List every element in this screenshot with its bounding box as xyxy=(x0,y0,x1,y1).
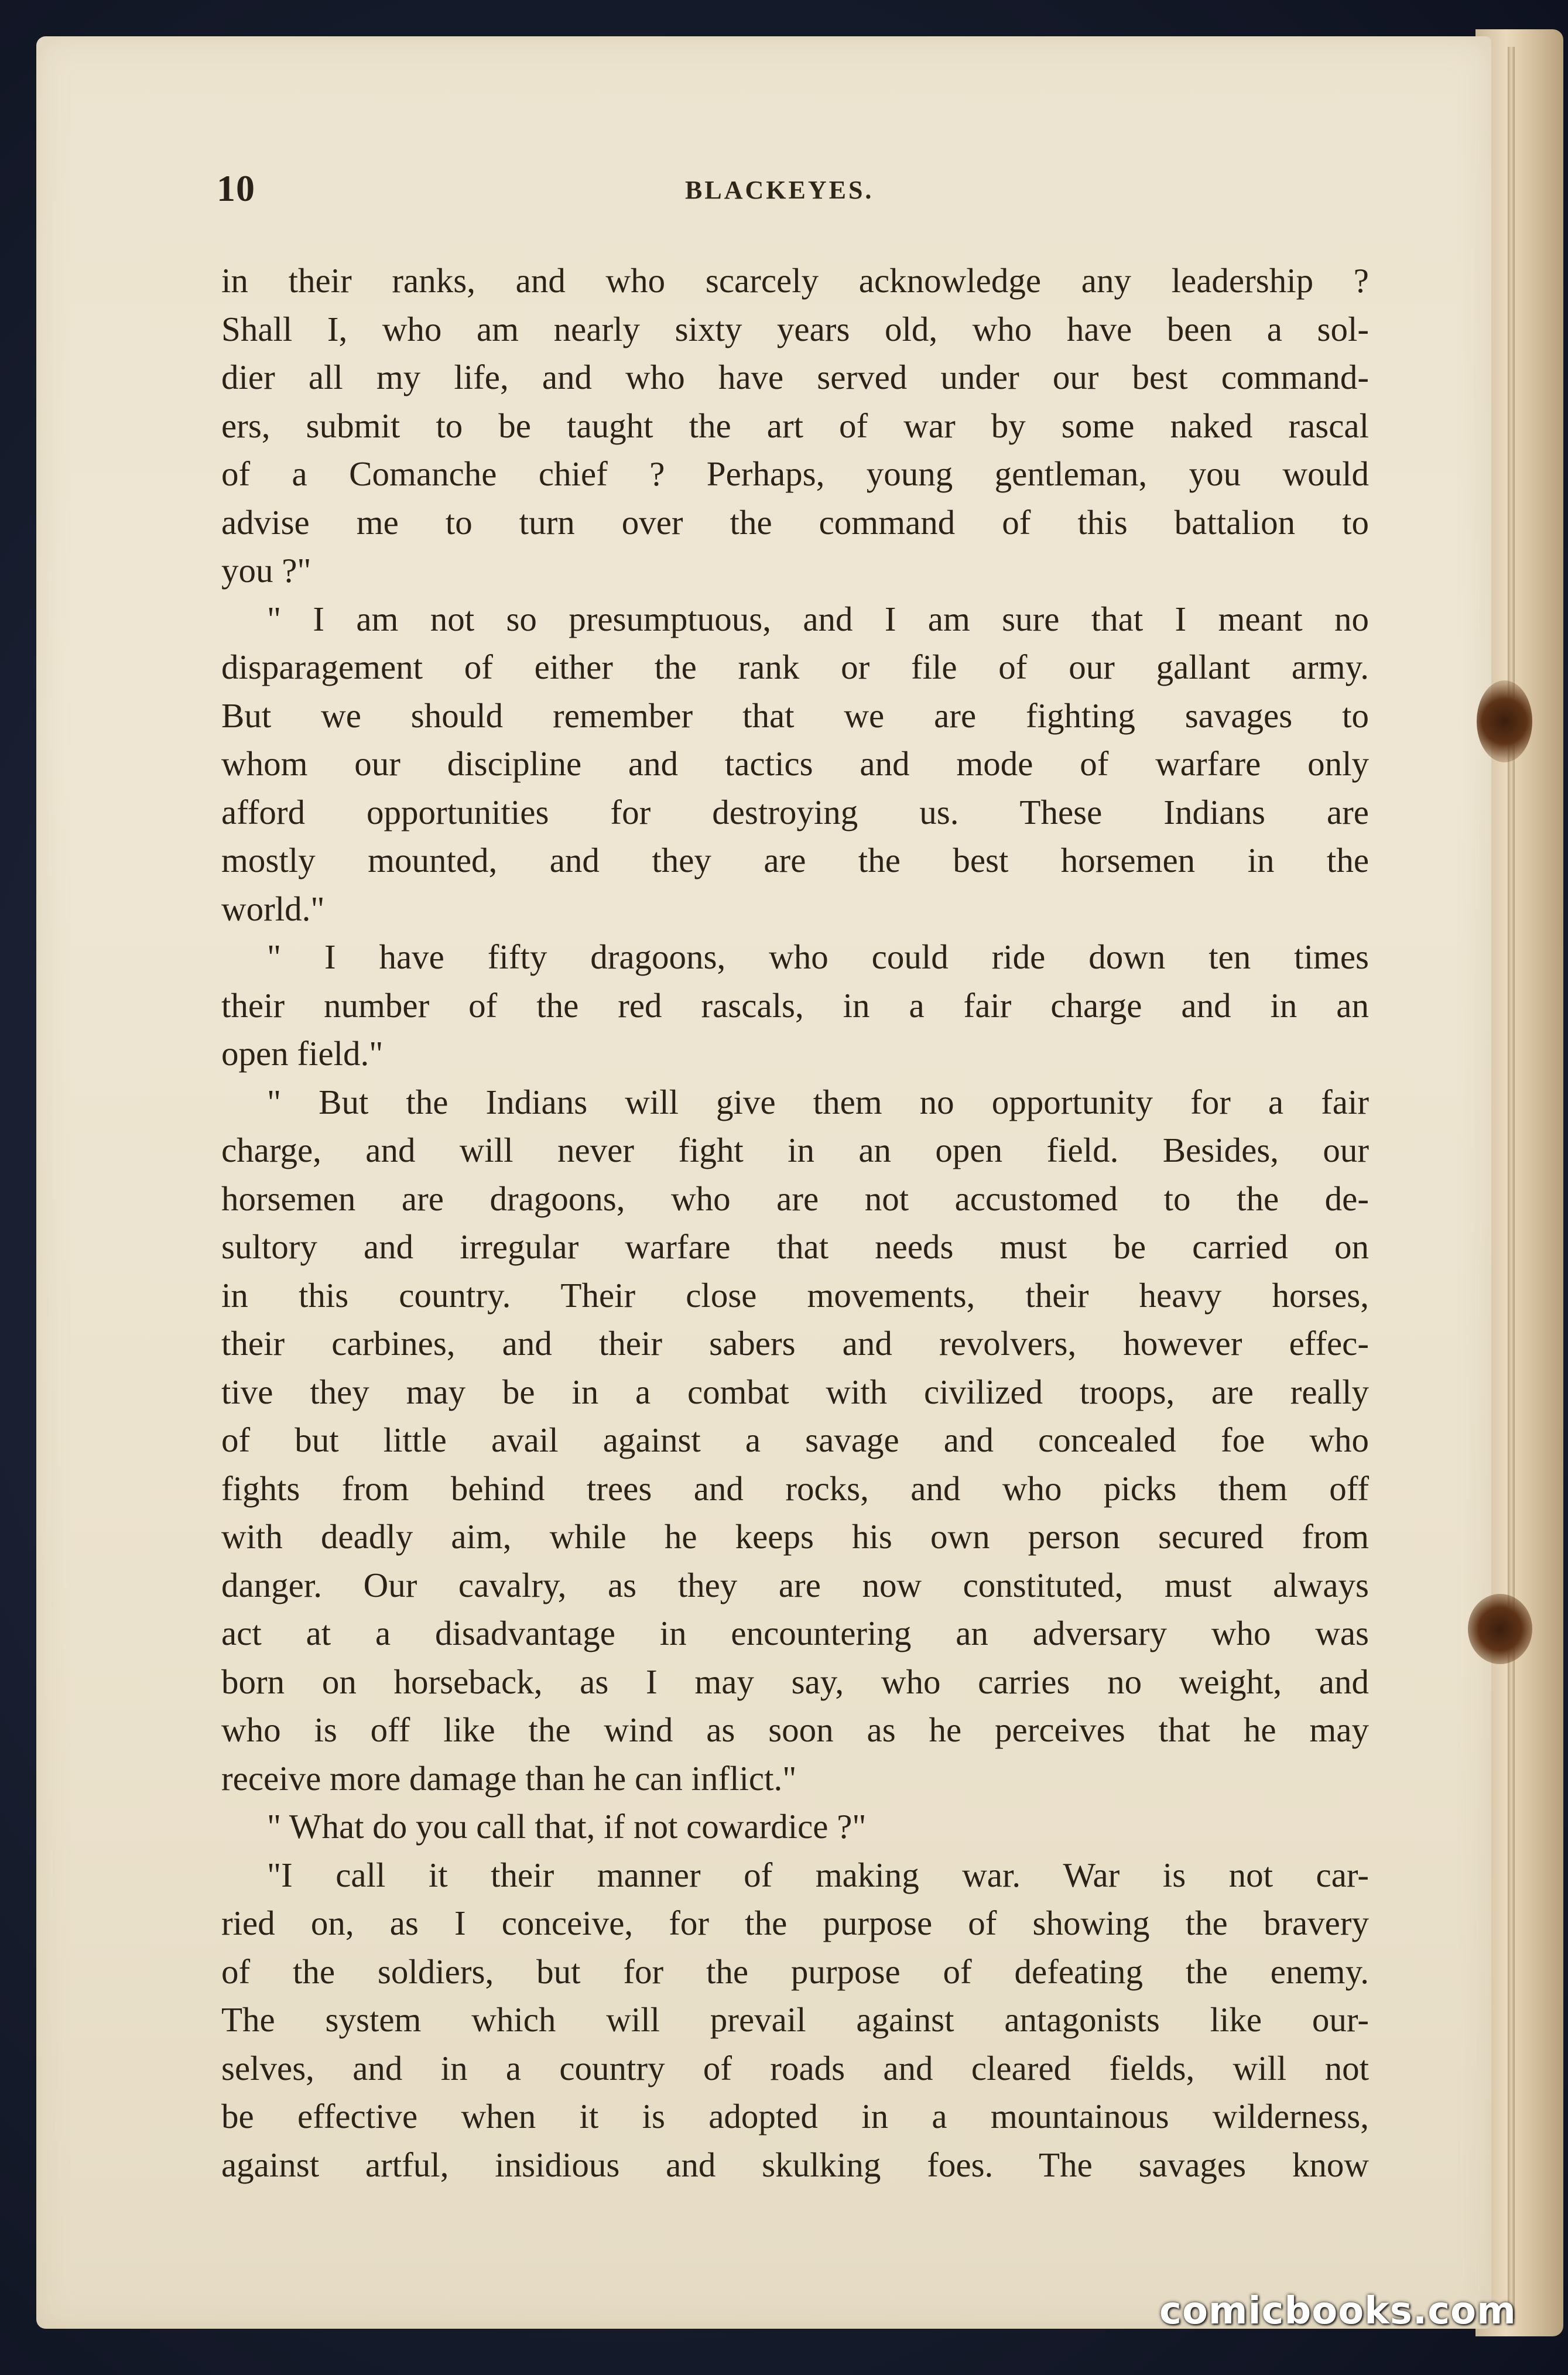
text-line: The system which will prevail against antagonists like our- xyxy=(221,2000,1369,2039)
body-text xyxy=(221,256,1369,2189)
text-line: advise me to turn over the command of this battalion to xyxy=(221,502,1369,542)
text-line: be effective when it is adopted in a mountainous wilderness, xyxy=(221,2097,1369,2136)
text-line: whom our discipline and tactics and mode of warfare only xyxy=(221,744,1369,783)
text-line: disparagement of either the rank or file of our gallant army. xyxy=(221,648,1369,686)
text-line: " What do you call that, if not cowardice ?" xyxy=(267,1807,867,1846)
text-line: open field." xyxy=(221,1034,384,1073)
page-header xyxy=(217,167,1364,214)
text-line: charge, and will never fight in an open field. Besides, our xyxy=(221,1131,1369,1169)
text-line: of but little avail against a savage and concealed foe who xyxy=(221,1421,1369,1459)
text-line: who is off like the wind as soon as he perceives that he may xyxy=(221,1710,1369,1749)
text-line: tive they may be in a combat with civilized troops, are really xyxy=(221,1372,1369,1411)
page-number: 10 xyxy=(217,167,255,209)
running-head: BLACKEYES. xyxy=(685,176,874,204)
text-line: their carbines, and their sabers and revolvers, however effec- xyxy=(221,1324,1369,1363)
text-line: in this country. Their close movements, their heavy horses, xyxy=(221,1275,1369,1315)
text-line: " I am not so presumptuous, and I am sure that I meant no xyxy=(267,599,1369,638)
text-line: Shall I, who am nearly sixty years old, who have been a sol- xyxy=(221,309,1369,348)
text-line: selves, and in a country of roads and cleared fields, will not xyxy=(221,2048,1369,2087)
text-line: danger. Our cavalry, as they are now constituted, must always xyxy=(221,1565,1369,1604)
text-line: ried on, as I conceive, for the purpose of showing the bravery xyxy=(221,1904,1369,1942)
text-line: in their ranks, and who scarcely acknowledge any leadership ? xyxy=(221,261,1369,300)
text-line: receive more damage than he can inflict." xyxy=(221,1758,797,1798)
stain-mark-upper xyxy=(1477,680,1532,762)
text-line: horsemen are dragoons, who are not accustomed to the de- xyxy=(221,1179,1369,1218)
text-line: afford opportunities for destroying us. These Indians are xyxy=(221,792,1369,831)
text-line: you ?" xyxy=(221,551,311,590)
text-line: their number of the red rascals, in a fair charge and in an xyxy=(221,985,1369,1025)
text-line: dier all my life, and who have served under our best command- xyxy=(221,358,1369,396)
text-line: of the soldiers, but for the purpose of defeating the enemy. xyxy=(221,1952,1369,1991)
text-line: against artful, insidious and skulking foes. The savages know xyxy=(221,2145,1369,2184)
text-line: born on horseback, as I may say, who carries no weight, and xyxy=(221,1662,1369,1701)
text-line: " But the Indians will give them no opportunity for a fair xyxy=(267,1082,1369,1121)
text-line: ers, submit to be taught the art of war by some naked rascal xyxy=(221,406,1369,445)
text-line: " I have fifty dragoons, who could ride down ten times xyxy=(267,937,1369,976)
text-line: with deadly aim, while he keeps his own person secured from xyxy=(221,1517,1369,1556)
watermark: comicbooks.com xyxy=(1159,2290,1516,2333)
text-line: mostly mounted, and they are the best horsemen in the xyxy=(221,841,1369,879)
text-line: act at a disadvantage in encountering an adversary who was xyxy=(221,1614,1369,1652)
text-line: But we should remember that we are fighting savages to xyxy=(221,696,1369,735)
text-line: "I call it their manner of making war. War is not car- xyxy=(267,1855,1369,1894)
page-spine-fold xyxy=(1508,47,1515,2319)
text-line: sultory and irregular warfare that needs must be carried on xyxy=(221,1227,1369,1266)
text-line: fights from behind trees and rocks, and who picks them off xyxy=(221,1469,1369,1508)
text-line: of a Comanche chief ? Perhaps, young gentleman, you would xyxy=(221,454,1369,493)
stain-mark-lower xyxy=(1468,1594,1532,1664)
text-line: world." xyxy=(221,889,325,928)
